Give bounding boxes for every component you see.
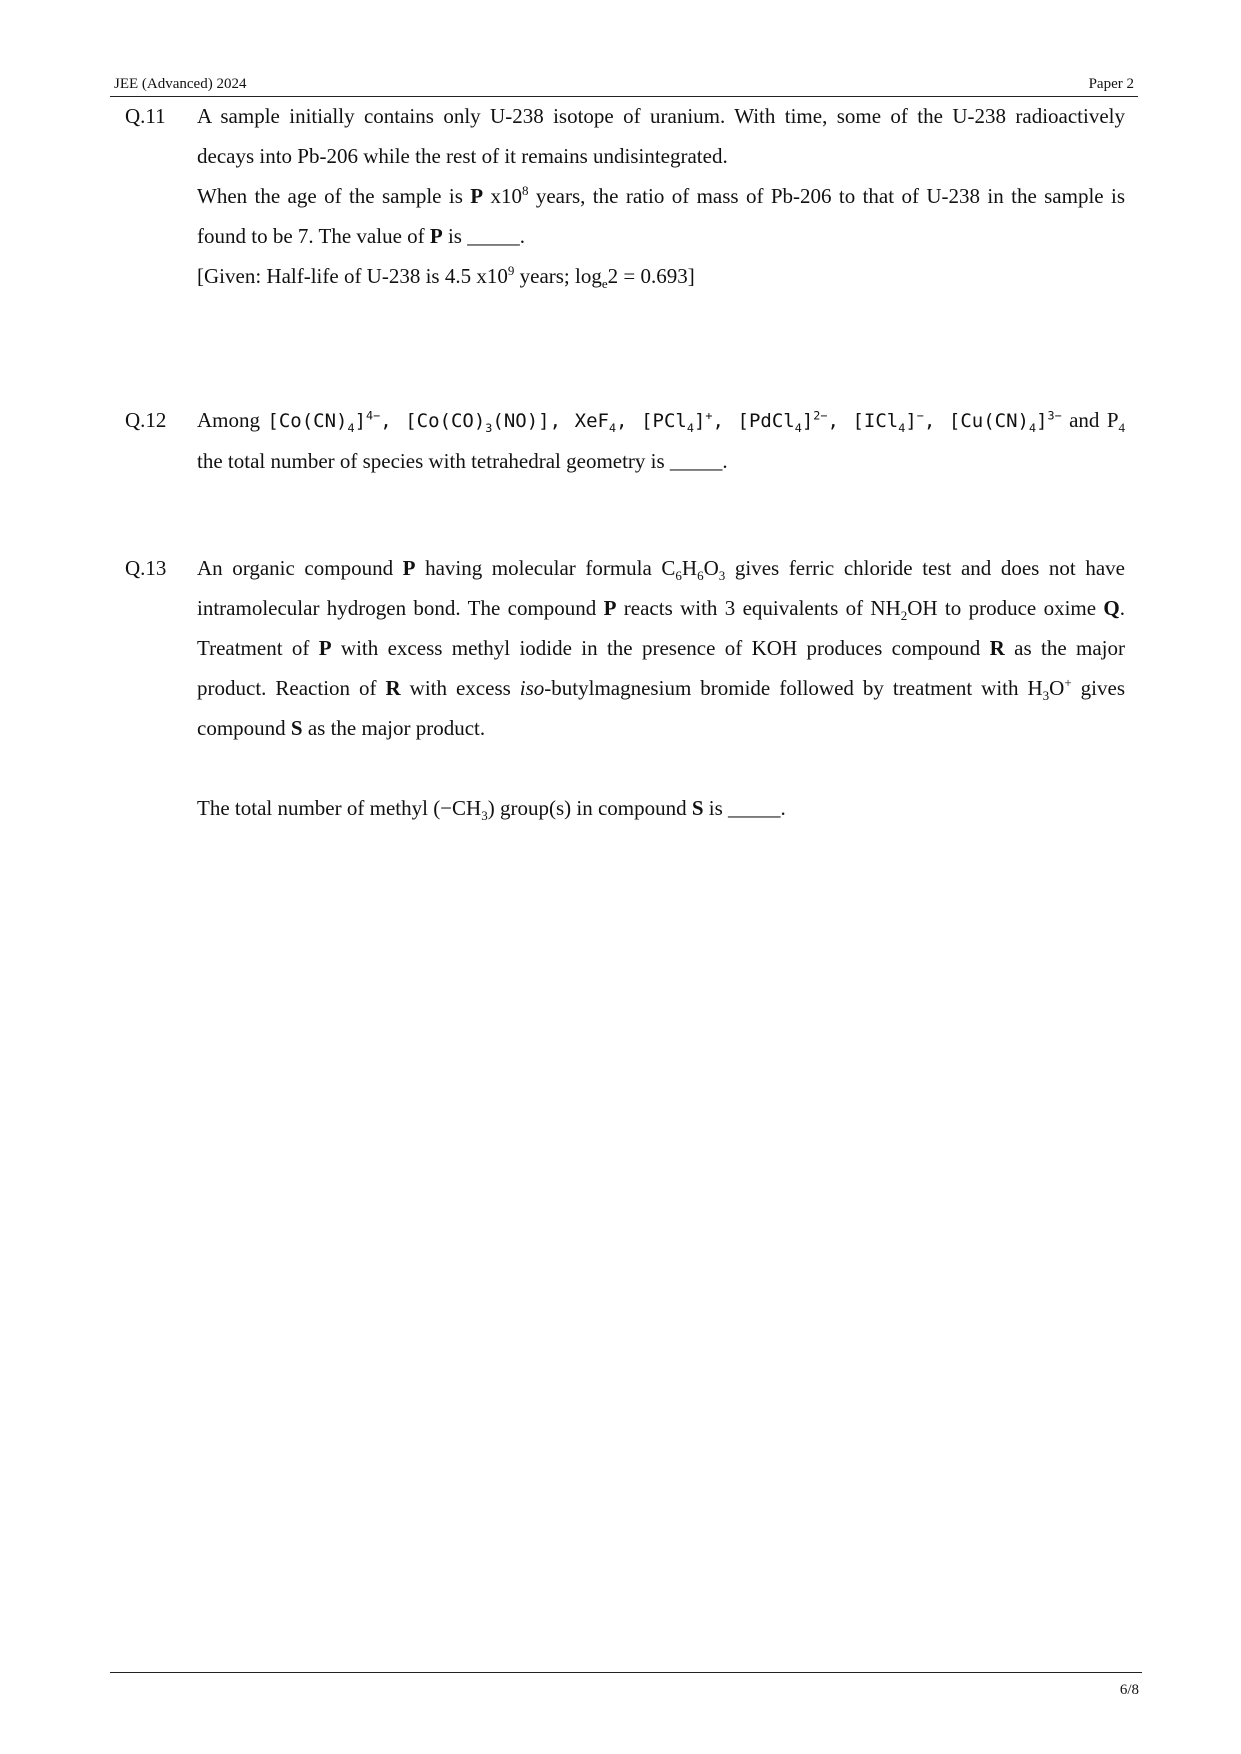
q11-line2: When the age of the sample is P $x10^8$ years, the ratio of mass of Pb-206 to that of U-238 in the sample is found to be 7. The value of P is _____.	[197, 183, 1126, 248]
q13-paragraph: An organic compound P having molecular formula $C_6H_6O_3$ gives ferric chloride test and does not have intramolecular hydrogen bond. The compound P reacts with 3 equivalents of $NH_2OH$ to produce oxime Q. Treatment of P with excess methyl iodide in the presence of KOH produces compound R as the major product. Reaction of R with excess iso-butylmagnesium bromide followed by treatment with $H_3O^+$ gives compound S as the major product.	[197, 556, 1125, 740]
question-11	[125, 96, 1125, 296]
q11-given: [Given: Half-life of U-238 is 4.5 $x10^9$ years; $\log_e2 = 0.693$]	[197, 263, 695, 292]
question-13	[125, 548, 1125, 828]
question-number: Q.13	[125, 556, 167, 580]
paper-label: Paper 2	[1088, 76, 1134, 92]
question-text	[197, 548, 1125, 828]
exam-title: JEE (Advanced) 2024	[114, 76, 247, 92]
question-text	[197, 96, 1125, 296]
page-number: 6/8	[1119, 1682, 1139, 1698]
question-12	[125, 400, 1125, 481]
question-number: Q.12	[125, 408, 167, 432]
q11-line1: A sample initially contains only U-238 isotope of uranium. With time, some of the U-238 radioactively decays into Pb-206 while the rest of it remains undisintegrated.	[197, 104, 1125, 168]
question-number: Q.11	[125, 104, 166, 128]
q13-question: The total number of methyl $(-CH_3)$ group(s) in compound S is _____.	[197, 796, 786, 824]
page-header	[110, 76, 1138, 97]
question-text: Among $[Co(CN)_4]^{4-}$, $[Co(CO)_3(NO)]$, XeF$_4$, [PCl$_4$]+, [PdCl$_4$]$^{2-}$, [ICl$_4$]−, $[Cu(CN)_4]^{3-}$ and $P_4$ the total number of species with tetrahedral geometry is _____.	[197, 408, 1126, 473]
footer-divider	[110, 1672, 1142, 1673]
